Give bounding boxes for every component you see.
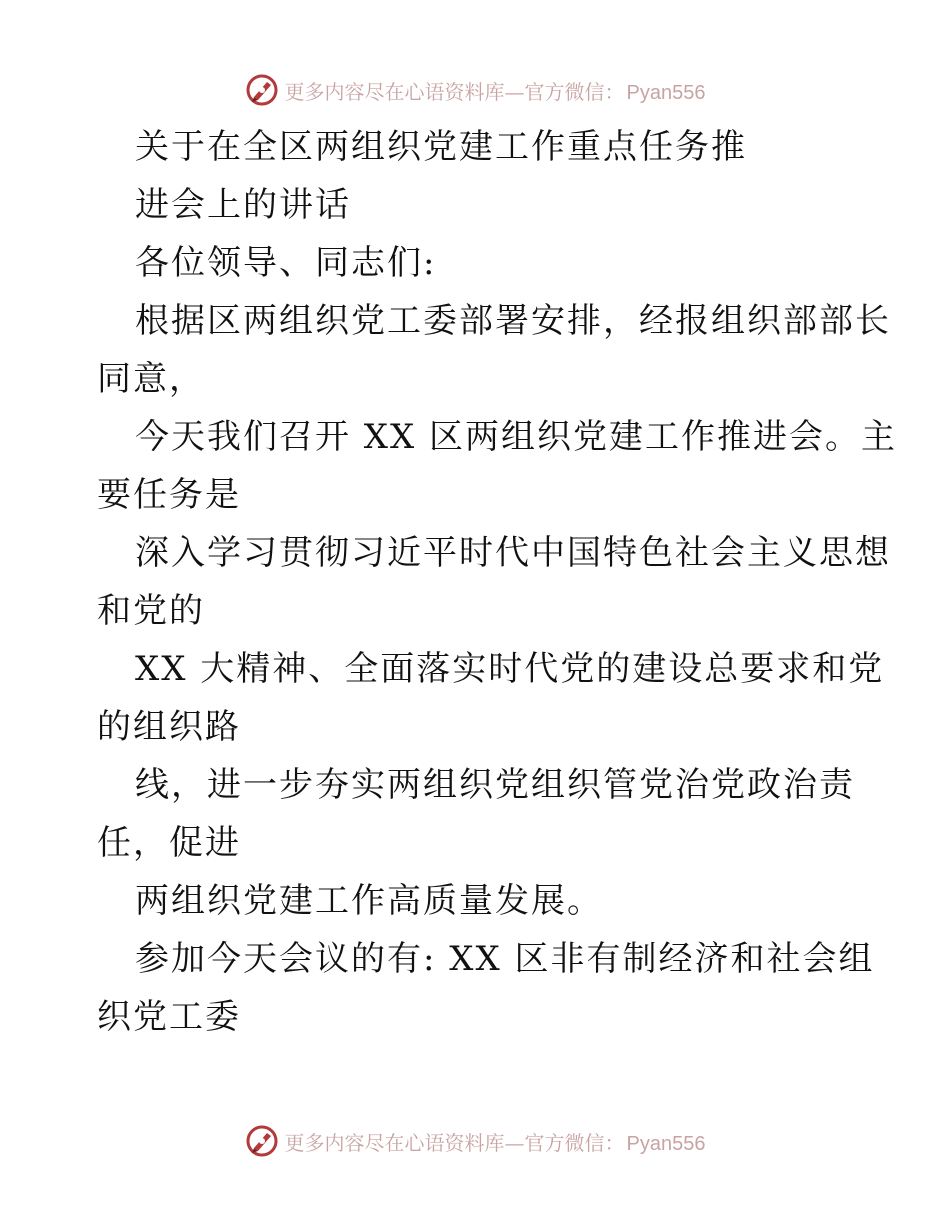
text-line: 各位领导、同志们: xyxy=(135,243,437,283)
text-line: 同意， xyxy=(97,359,205,399)
watermark-text xyxy=(285,76,706,105)
text-line: 的组织路 xyxy=(97,707,241,747)
text-line: 织党工委 xyxy=(97,997,241,1037)
text-line: 关于在全区两组织党建工作重点任务推 xyxy=(135,127,747,167)
text-line: 今天我们召开 XX 区两组织党建工作推进会。主 xyxy=(135,417,898,457)
text-line: 任，促进 xyxy=(97,823,241,863)
text-line: 两组织党建工作高质量发展。 xyxy=(135,881,603,921)
watermark-id: Pyan556 xyxy=(626,81,706,104)
text-line: 深入学习贯彻习近平时代中国特色社会主义思想 xyxy=(135,533,891,573)
text-line: 进会上的讲话 xyxy=(135,185,351,225)
watermark-text xyxy=(285,1127,706,1156)
watermark-header xyxy=(0,70,950,110)
pen-seal-icon xyxy=(245,1124,279,1158)
text-line: 参加今天会议的有: XX 区非有制经济和社会组 xyxy=(135,939,875,979)
text-line: 要任务是 xyxy=(97,475,241,515)
watermark-footer xyxy=(0,1121,950,1161)
text-line: 根据区两组织党工委部署安排，经报组织部部长 xyxy=(135,301,891,341)
watermark-label: 更多内容尽在心语资料库—官方微信： xyxy=(284,79,625,104)
pen-seal-icon xyxy=(245,73,279,107)
document-body xyxy=(97,118,898,1046)
text-line: XX 大精神、全面落实时代党的建设总要求和党 xyxy=(135,649,885,689)
text-line: 线，进一步夯实两组织党组织管党治党政治责 xyxy=(135,765,855,805)
text-line: 和党的 xyxy=(97,591,205,631)
watermark-label: 更多内容尽在心语资料库—官方微信： xyxy=(284,1130,625,1155)
watermark-id: Pyan556 xyxy=(626,1132,706,1155)
